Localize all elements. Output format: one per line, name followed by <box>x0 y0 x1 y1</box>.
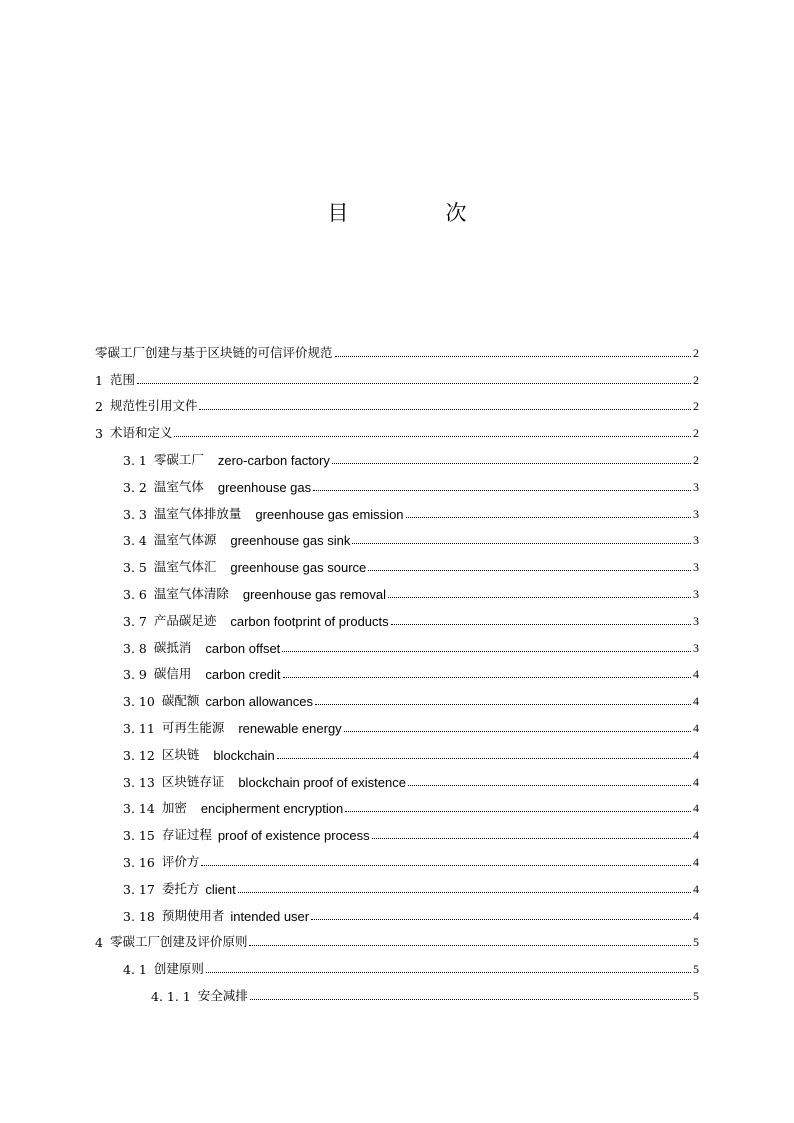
toc-entry-title: 温室气体源 <box>153 532 217 548</box>
toc-entry-page-number: 2 <box>693 399 699 414</box>
toc-entry-title: 温室气体汇 <box>153 559 217 575</box>
toc-entry[interactable] <box>95 924 699 951</box>
toc-entry[interactable] <box>95 763 699 790</box>
toc-entry-english-term: intended user <box>230 908 310 924</box>
toc-entry-number: 3. 16 <box>123 854 155 870</box>
toc-entry-english-term: renewable energy <box>238 720 342 736</box>
toc-entry[interactable] <box>95 977 699 1004</box>
toc-entry-number: 3. 1 <box>123 452 147 468</box>
dot-leader <box>313 490 691 491</box>
toc-entry-english-term: carbon footprint of products <box>230 613 389 629</box>
dot-leader <box>345 811 691 812</box>
toc-entry-number: 3. 3 <box>123 506 147 522</box>
toc-entry-page-number: 3 <box>693 586 699 601</box>
toc-entry-page-number: 4 <box>693 801 699 816</box>
toc-entry-english-term: carbon allowances <box>205 694 314 710</box>
toc-entry[interactable] <box>95 575 699 602</box>
toc-entry-title: 产品碳足迹 <box>153 612 217 628</box>
toc-entry-number: 3. 5 <box>123 560 147 576</box>
toc-entry[interactable] <box>95 682 699 709</box>
toc-entry-title: 规范性引用文件 <box>109 398 198 414</box>
toc-entry-title: 温室气体清除 <box>153 585 229 601</box>
toc-entry[interactable] <box>95 870 699 897</box>
toc-entry-page-number: 4 <box>693 908 699 923</box>
toc-entry-page-number: 4 <box>693 881 699 896</box>
toc-entry[interactable] <box>95 950 699 977</box>
toc-entry[interactable] <box>95 522 699 549</box>
toc-entry-page-number: 3 <box>693 479 699 494</box>
toc-entry-number: 4. 1. 1 <box>151 988 191 1004</box>
toc-entry-english-term: greenhouse gas emission <box>255 506 404 522</box>
toc-entry-page-number: 4 <box>693 747 699 762</box>
toc-entry-title: 安全减排 <box>197 987 248 1003</box>
toc-entry-number: 3. 7 <box>123 613 147 629</box>
toc-entry[interactable] <box>95 790 699 817</box>
toc-entry-page-number: 4 <box>693 774 699 789</box>
dot-leader <box>388 597 691 598</box>
toc-entry-page-number: 4 <box>693 667 699 682</box>
toc-entry-page-number: 3 <box>693 506 699 521</box>
toc-entry-english-term: greenhouse gas sink <box>230 533 351 549</box>
toc-entry-number: 3. 13 <box>123 774 155 790</box>
dot-leader <box>352 543 691 544</box>
toc-entry[interactable] <box>95 388 699 415</box>
toc-entry-title: 评价方 <box>161 853 200 869</box>
toc-entry-title: 范围 <box>109 371 135 387</box>
toc-entry-page-number: 2 <box>693 426 699 441</box>
toc-entry-english-term: zero-carbon factory <box>217 452 330 468</box>
toc-entry-english-term: encipherment encryption <box>200 801 344 817</box>
toc-entry-number: 3 <box>95 426 103 442</box>
toc-entry-page-number: 4 <box>693 828 699 843</box>
toc-entry[interactable] <box>95 441 699 468</box>
toc-entry-title: 存证过程 <box>161 827 212 843</box>
toc-entry[interactable] <box>95 468 699 495</box>
toc-entry-title: 零碳工厂创建及评价原则 <box>109 934 248 950</box>
toc-entry-page-number: 5 <box>693 935 699 950</box>
toc-entry-page-number: 5 <box>693 988 699 1003</box>
dot-leader <box>408 785 691 786</box>
toc-entry-number: 3. 12 <box>123 747 155 763</box>
toc-entry-title: 温室气体 <box>153 478 204 494</box>
toc-entry-number: 3. 11 <box>123 720 155 736</box>
toc-entry-english-term: blockchain <box>213 747 275 763</box>
dot-leader <box>332 463 691 464</box>
table-of-contents <box>95 334 699 1004</box>
toc-entry-title: 加密 <box>161 800 187 816</box>
toc-entry-english-term: greenhouse gas removal <box>242 586 386 602</box>
toc-entry-title: 碳配额 <box>161 693 200 709</box>
toc-entry-number: 3. 9 <box>123 667 147 683</box>
toc-entry-english-term: greenhouse gas <box>217 479 312 495</box>
dot-leader <box>344 731 691 732</box>
toc-entry-page-number: 4 <box>693 854 699 869</box>
toc-entry[interactable] <box>95 361 699 388</box>
toc-entry-title: 零碳工厂 <box>153 451 204 467</box>
toc-entry-number: 3. 18 <box>123 908 155 924</box>
toc-entry-page-number: 5 <box>693 962 699 977</box>
dot-leader <box>283 677 691 678</box>
toc-entry-title: 可再生能源 <box>161 719 225 735</box>
toc-entry[interactable] <box>95 548 699 575</box>
dot-leader <box>206 972 691 973</box>
toc-entry[interactable] <box>95 816 699 843</box>
dot-leader <box>250 999 691 1000</box>
toc-entry[interactable] <box>95 629 699 656</box>
toc-entry-english-term: greenhouse gas source <box>230 560 367 576</box>
toc-entry-number: 3. 2 <box>123 479 147 495</box>
dot-leader <box>199 409 691 410</box>
toc-entry[interactable] <box>95 709 699 736</box>
toc-entry-title: 委托方 <box>161 880 200 896</box>
toc-entry[interactable] <box>95 602 699 629</box>
toc-entry-number: 3. 4 <box>123 533 147 549</box>
toc-entry-title: 区块链 <box>161 746 200 762</box>
toc-entry-title: 碳抵消 <box>153 639 192 655</box>
toc-entry-page-number: 3 <box>693 560 699 575</box>
toc-entry[interactable] <box>95 414 699 441</box>
toc-entry[interactable] <box>95 736 699 763</box>
dot-leader <box>391 624 691 625</box>
dot-leader <box>311 919 691 920</box>
toc-entry-number: 3. 8 <box>123 640 147 656</box>
toc-entry-number: 3. 14 <box>123 801 155 817</box>
dot-leader <box>406 517 691 518</box>
toc-entry-title: 零碳工厂创建与基于区块链的可信评价规范 <box>95 344 333 360</box>
toc-entry-page-number: 2 <box>693 372 699 387</box>
toc-entry-title: 区块链存证 <box>161 773 225 789</box>
dot-leader <box>174 436 691 437</box>
dot-leader <box>238 892 691 893</box>
dot-leader <box>372 838 691 839</box>
toc-entry-english-term: carbon offset <box>205 640 281 656</box>
toc-entry-english-term: client <box>205 881 236 897</box>
toc-entry[interactable] <box>95 656 699 683</box>
toc-entry-number: 1 <box>95 372 103 388</box>
toc-entry-english-term: proof of existence process <box>217 828 370 844</box>
dot-leader <box>315 704 691 705</box>
toc-entry-title: 预期使用者 <box>161 907 225 923</box>
toc-entry-title: 术语和定义 <box>109 425 173 441</box>
dot-leader <box>249 945 691 946</box>
toc-entry-number: 3. 15 <box>123 828 155 844</box>
toc-entry-number: 3. 17 <box>123 881 155 897</box>
toc-entry-number: 2 <box>95 399 103 415</box>
toc-entry-english-term: blockchain proof of existence <box>238 774 406 790</box>
toc-entry-page-number: 3 <box>693 613 699 628</box>
toc-entry-english-term: carbon credit <box>205 667 281 683</box>
toc-entry-number: 3. 10 <box>123 694 155 710</box>
dot-leader <box>282 651 691 652</box>
dot-leader <box>335 356 691 357</box>
dot-leader <box>277 758 691 759</box>
dot-leader <box>368 570 691 571</box>
toc-entry-number: 3. 6 <box>123 586 147 602</box>
dot-leader <box>201 865 691 866</box>
page-title: 目 次 <box>327 201 505 225</box>
toc-entry-page-number: 4 <box>693 720 699 735</box>
toc-entry-page-number: 3 <box>693 640 699 655</box>
toc-entry[interactable] <box>95 334 699 361</box>
toc-entry-page-number: 4 <box>693 694 699 709</box>
dot-leader <box>137 383 691 384</box>
toc-entry-title: 温室气体排放量 <box>153 505 242 521</box>
toc-entry-title: 碳信用 <box>153 666 192 682</box>
toc-entry-title: 创建原则 <box>153 961 204 977</box>
toc-entry[interactable] <box>95 495 699 522</box>
toc-entry-page-number: 2 <box>693 345 699 360</box>
toc-entry-page-number: 3 <box>693 533 699 548</box>
toc-entry[interactable] <box>95 897 699 924</box>
toc-entry-number: 4. 1 <box>123 962 147 978</box>
toc-entry-page-number: 2 <box>693 452 699 467</box>
toc-entry[interactable] <box>95 843 699 870</box>
toc-entry-number: 4 <box>95 935 103 951</box>
